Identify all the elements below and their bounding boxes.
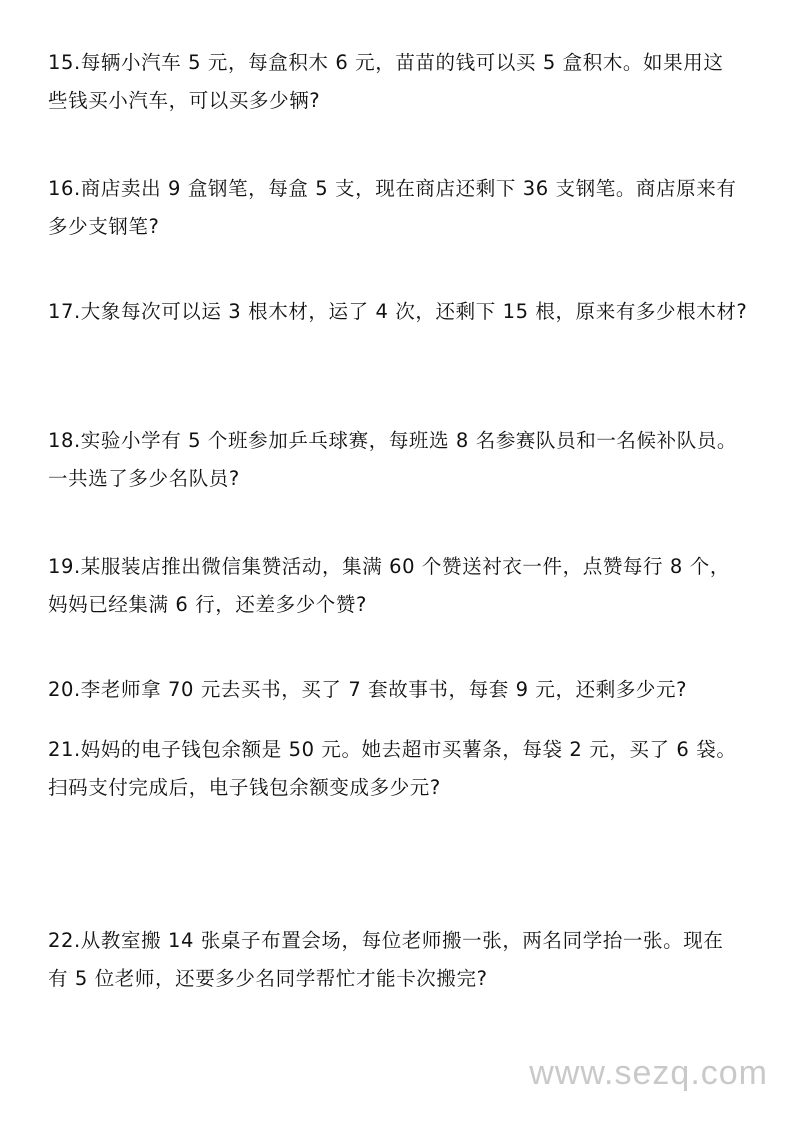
problem-19-line-1: 19.某服装店推出微信集赞活动，集满 60 个赞送衬衣一件，点赞每行 8 个， (48, 555, 730, 578)
problem-15-line-1: 15.每辆小汽车 5 元，每盒积木 6 元，苗苗的钱可以买 5 盒积木。如果用这 (48, 51, 724, 74)
problem-16-line-2: 多少支钢笔? (48, 215, 160, 238)
site-watermark: www.sezq.com (529, 1054, 768, 1092)
problem-17-line-1: 17.大象每次可以运 3 根木材，运了 4 次，还剩下 15 根，原来有多少根木材? (48, 300, 748, 323)
problem-18-line-1: 18.实验小学有 5 个班参加乒乓球赛，每班选 8 名参赛队员和一名候补队员。 (48, 429, 738, 452)
problem-22-line-2: 有 5 位老师，还要多少名同学帮忙才能卡次搬完? (48, 967, 488, 990)
problem-21-line-1: 21.妈妈的电子钱包余额是 50 元。她去超市买薯条，每袋 2 元，买了 6 袋。 (48, 738, 737, 761)
problem-16-line-1: 16.商店卖出 9 盒钢笔，每盒 5 支，现在商店还剩下 36 支钢笔。商店原来有 (48, 177, 737, 200)
problem-22-line-1: 22.从教室搬 14 张桌子布置会场，每位老师搬一张，两名同学抬一张。现在 (48, 929, 724, 952)
problem-20 (48, 671, 768, 709)
problem-18-line-2: 一共选了多少名队员? (48, 467, 240, 490)
problem-21 (48, 731, 768, 807)
problem-20-line-1: 20.李老师拿 70 元去买书，买了 7 套故事书，每套 9 元，还剩多少元? (48, 678, 688, 701)
problem-15 (48, 44, 768, 120)
problem-19 (48, 548, 768, 624)
problem-19-line-2: 妈妈已经集满 6 行，还差多少个赞? (48, 593, 367, 616)
problem-15-line-2: 些钱买小汽车，可以买多少辆? (48, 89, 321, 112)
problem-17 (48, 293, 768, 331)
problem-22 (48, 922, 768, 998)
problem-16 (48, 170, 768, 246)
problem-18 (48, 422, 768, 498)
problem-21-line-2: 扫码支付完成后，电子钱包余额变成多少元? (48, 776, 441, 799)
